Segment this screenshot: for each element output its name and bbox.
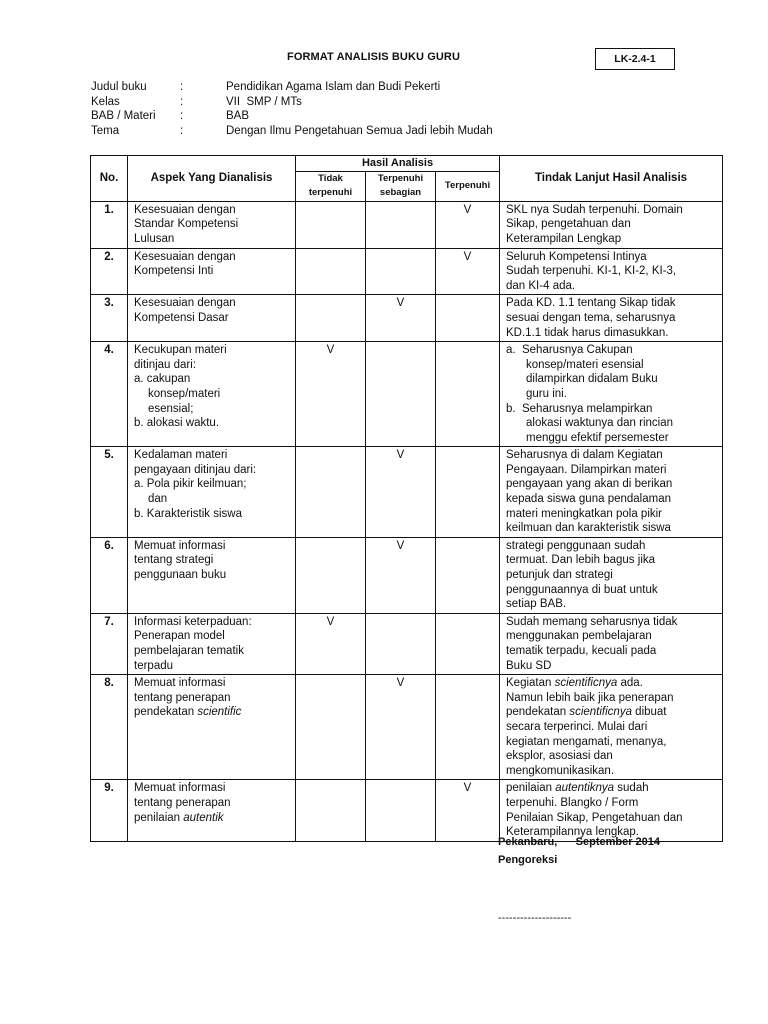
mark-terpenuhi: V	[436, 201, 500, 248]
aspect-line: Memuat informasi	[134, 782, 226, 795]
header-aspek: Aspek Yang Dianalisis	[128, 156, 296, 202]
aspect-line: pembelajaran tematik	[134, 645, 244, 657]
aspect-line: Informasi keterpaduan:	[134, 615, 252, 628]
header-terpenuhi-sebagian: Terpenuhi sebagian	[366, 171, 436, 201]
aspect-line: Standar Kompetensi	[134, 218, 239, 231]
aspect-line: Kesesuaian dengan	[134, 250, 236, 263]
table-row	[91, 295, 723, 342]
follow-up-line: Sudah memang seharusnya tidak	[506, 615, 678, 628]
aspect-sub-item: esensial;	[148, 402, 194, 415]
follow-up-line: terpenuhi. Blangko / Form	[506, 796, 639, 809]
mark-tidak	[296, 675, 366, 780]
table-row	[91, 780, 723, 841]
mark-terpenuhi	[436, 342, 500, 447]
follow-up-item: b. Seharusnya melampirkan	[506, 402, 653, 415]
meta-value: VII SMP / MTs	[226, 95, 302, 108]
meta-colon: :	[180, 95, 184, 108]
follow-up-line: setiap BAB.	[506, 598, 567, 611]
row-number: 5.	[91, 447, 128, 538]
aspect-cell	[128, 780, 296, 841]
mark-tidak	[296, 537, 366, 613]
table-row	[91, 342, 723, 447]
aspect-cell	[128, 342, 296, 447]
follow-up-cell	[500, 342, 723, 447]
table-body	[91, 201, 723, 841]
aspect-line: Kedalaman materi	[134, 449, 228, 462]
follow-up-line: tematik terpadu, kecuali pada	[506, 645, 657, 657]
follow-up-line: keilmuan dan karakteristik siswa	[506, 522, 671, 535]
row-number: 2.	[91, 248, 128, 295]
mark-terpenuhi	[436, 295, 500, 342]
mark-tidak: V	[296, 613, 366, 674]
follow-up-line: mengkomunikasikan.	[506, 764, 615, 777]
follow-up-line: Kegiatan scientificnya ada.	[506, 677, 643, 690]
table-row	[91, 613, 723, 674]
aspect-line: Kompetensi Dasar	[134, 311, 229, 324]
form-code-box	[595, 48, 675, 70]
mark-terpenuhi	[436, 675, 500, 780]
follow-up-item: menggu efektif persemester	[526, 431, 669, 444]
follow-up-line: Seluruh Kompetensi Intinya	[506, 250, 647, 263]
header-no: No.	[91, 156, 128, 202]
aspect-sub-item: b. Karakteristik siswa	[134, 507, 243, 520]
row-number: 4.	[91, 342, 128, 447]
follow-up-cell	[500, 537, 723, 613]
aspect-cell	[128, 675, 296, 780]
mark-terpenuhi	[436, 447, 500, 538]
aspect-sub-item: a. cakupan	[134, 373, 191, 386]
follow-up-line: kepada siswa guna pendalaman	[506, 493, 672, 506]
table-row	[91, 447, 723, 538]
follow-up-item: alokasi waktunya dan rincian	[526, 417, 674, 430]
aspect-sub-item: b. alokasi waktu.	[134, 417, 220, 430]
aspect-line: Kompetensi Inti	[134, 265, 214, 278]
meta-label: Judul buku	[91, 81, 147, 93]
follow-up-cell	[500, 780, 723, 841]
follow-up-line: dan KI-4 ada.	[506, 279, 576, 292]
table-row	[91, 675, 723, 780]
follow-up-cell	[500, 675, 723, 780]
follow-up-line: Pada KD. 1.1 tentang Sikap tidak	[506, 297, 676, 310]
follow-up-cell	[500, 613, 723, 674]
signature-place-date: Pekanbaru, September 2014	[498, 836, 661, 848]
meta-label: Kelas	[91, 95, 120, 108]
follow-up-line: sesuai dengan tema, seharusnya	[506, 311, 676, 324]
aspect-cell	[128, 201, 296, 248]
mark-terpenuhi	[436, 613, 500, 674]
aspect-line: penggunaan buku	[134, 569, 227, 582]
aspect-line: pengayaan ditinjau dari:	[134, 463, 257, 476]
follow-up-line: Seharusnya di dalam Kegiatan	[506, 449, 663, 462]
follow-up-line: Buku SD	[506, 659, 552, 672]
aspect-line: tentang penerapan	[134, 691, 231, 704]
row-number: 7.	[91, 613, 128, 674]
follow-up-line: secara terperinci. Mulai dari	[506, 720, 648, 733]
meta-value: BAB	[226, 110, 250, 122]
meta-colon: :	[180, 124, 184, 137]
follow-up-line: penggunaannya di buat untuk	[506, 583, 658, 596]
analysis-table	[90, 155, 723, 842]
mark-sebagian: V	[366, 675, 436, 780]
header-tidak-terpenuhi: Tidak terpenuhi	[296, 171, 366, 201]
follow-up-line: Pengayaan. Dilampirkan materi	[506, 463, 667, 476]
follow-up-item: a. Seharusnya Cakupan	[506, 344, 633, 357]
follow-up-line: Sikap, pengetahuan dan	[506, 218, 631, 231]
follow-up-line: strategi penggunaan sudah	[506, 539, 646, 552]
mark-tidak	[296, 295, 366, 342]
signature-line: --------------------	[498, 912, 572, 924]
meta-value: Dengan Ilmu Pengetahuan Semua Jadi lebih Mudah	[226, 124, 493, 137]
aspect-line: terpadu	[134, 659, 174, 672]
meta-colon: :	[180, 110, 184, 122]
follow-up-line: pengayaan yang akan di berikan	[506, 478, 673, 491]
row-number: 8.	[91, 675, 128, 780]
aspect-sub-item: dan	[148, 493, 168, 506]
follow-up-line: menggunakan pembelajaran	[506, 630, 652, 643]
follow-up-line: Namun lebih baik jika penerapan	[506, 691, 674, 704]
follow-up-line: materi meningkatkan pola pikir	[506, 507, 663, 520]
follow-up-line: SKL nya Sudah terpenuhi. Domain	[506, 203, 683, 216]
row-number: 9.	[91, 780, 128, 841]
aspect-line: Memuat informasi	[134, 677, 226, 690]
aspect-cell	[128, 613, 296, 674]
aspect-line: tentang strategi	[134, 554, 214, 567]
follow-up-line: termuat. Dan lebih bagus jika	[506, 554, 656, 567]
follow-up-line: Penilaian Sikap, Pengetahuan dan	[506, 811, 683, 824]
meta-label: BAB / Materi	[91, 110, 156, 122]
follow-up-cell	[500, 295, 723, 342]
table-row	[91, 248, 723, 295]
signature-role: Pengoreksi	[498, 854, 558, 866]
mark-terpenuhi: V	[436, 780, 500, 841]
aspect-cell	[128, 447, 296, 538]
mark-sebagian: V	[366, 295, 436, 342]
follow-up-line: Keterampilan Lengkap	[506, 232, 622, 245]
aspect-line: Kesesuaian dengan	[134, 297, 236, 310]
follow-up-line: penilaian autentiknya sudah	[506, 782, 649, 795]
mark-sebagian: V	[366, 447, 436, 538]
aspect-line: penilaian autentik	[134, 811, 224, 824]
mark-tidak	[296, 447, 366, 538]
header-terpenuhi: Terpenuhi	[436, 171, 500, 201]
follow-up-line: kegiatan mengamati, menanya,	[506, 735, 667, 748]
signature-block	[498, 833, 660, 869]
document-title: FORMAT ANALISIS BUKU GURU	[287, 51, 460, 63]
aspect-line: pendekatan scientific	[134, 706, 242, 719]
mark-sebagian: V	[366, 537, 436, 613]
row-number: 6.	[91, 537, 128, 613]
mark-sebagian	[366, 613, 436, 674]
aspect-cell	[128, 248, 296, 295]
mark-sebagian	[366, 248, 436, 295]
aspect-line: ditinjau dari:	[134, 358, 197, 371]
table-row	[91, 537, 723, 613]
header-hasil-analisis: Hasil Analisis	[296, 156, 500, 172]
meta-value: Pendidikan Agama Islam dan Budi Pekerti	[226, 81, 441, 93]
aspect-sub-item: a. Pola pikir keilmuan;	[134, 478, 247, 491]
follow-up-item: guru ini.	[526, 387, 567, 400]
row-number: 1.	[91, 201, 128, 248]
follow-up-line: KD.1.1 tidak harus dimasukkan.	[506, 326, 669, 339]
mark-tidak	[296, 780, 366, 841]
mark-tidak	[296, 248, 366, 295]
follow-up-item: konsep/materi esensial	[526, 358, 644, 371]
mark-tidak: V	[296, 342, 366, 447]
mark-terpenuhi	[436, 537, 500, 613]
aspect-line: Kecukupan materi	[134, 344, 227, 357]
meta-colon: :	[180, 81, 184, 93]
table-row	[91, 201, 723, 248]
mark-sebagian	[366, 342, 436, 447]
follow-up-line: eksplor, asosiasi dan	[506, 750, 613, 763]
follow-up-line: petunjuk dan strategi	[506, 569, 613, 582]
follow-up-cell	[500, 248, 723, 295]
follow-up-line: pendekatan scientificnya dibuat	[506, 706, 667, 719]
aspect-line: Kesesuaian dengan	[134, 203, 236, 216]
mark-terpenuhi: V	[436, 248, 500, 295]
aspect-line: Penerapan model	[134, 630, 225, 643]
aspect-cell	[128, 295, 296, 342]
form-code: LK-2.4-1	[614, 53, 656, 65]
mark-sebagian	[366, 780, 436, 841]
follow-up-line: Keterampilannya lengkap.	[506, 826, 639, 839]
mark-tidak	[296, 201, 366, 248]
mark-sebagian	[366, 201, 436, 248]
meta-label: Tema	[91, 124, 120, 137]
follow-up-cell	[500, 447, 723, 538]
aspect-sub-item: konsep/materi	[148, 387, 221, 400]
row-number: 3.	[91, 295, 128, 342]
follow-up-item: dilampirkan didalam Buku	[526, 373, 658, 386]
header-tindak-lanjut: Tindak Lanjut Hasil Analisis	[500, 156, 723, 202]
follow-up-line: Sudah terpenuhi. KI-1, KI-2, KI-3,	[506, 265, 677, 278]
aspect-line: Lulusan	[134, 232, 175, 245]
aspect-line: Memuat informasi	[134, 539, 226, 552]
aspect-line: tentang penerapan	[134, 796, 231, 809]
follow-up-cell	[500, 201, 723, 248]
aspect-cell	[128, 537, 296, 613]
